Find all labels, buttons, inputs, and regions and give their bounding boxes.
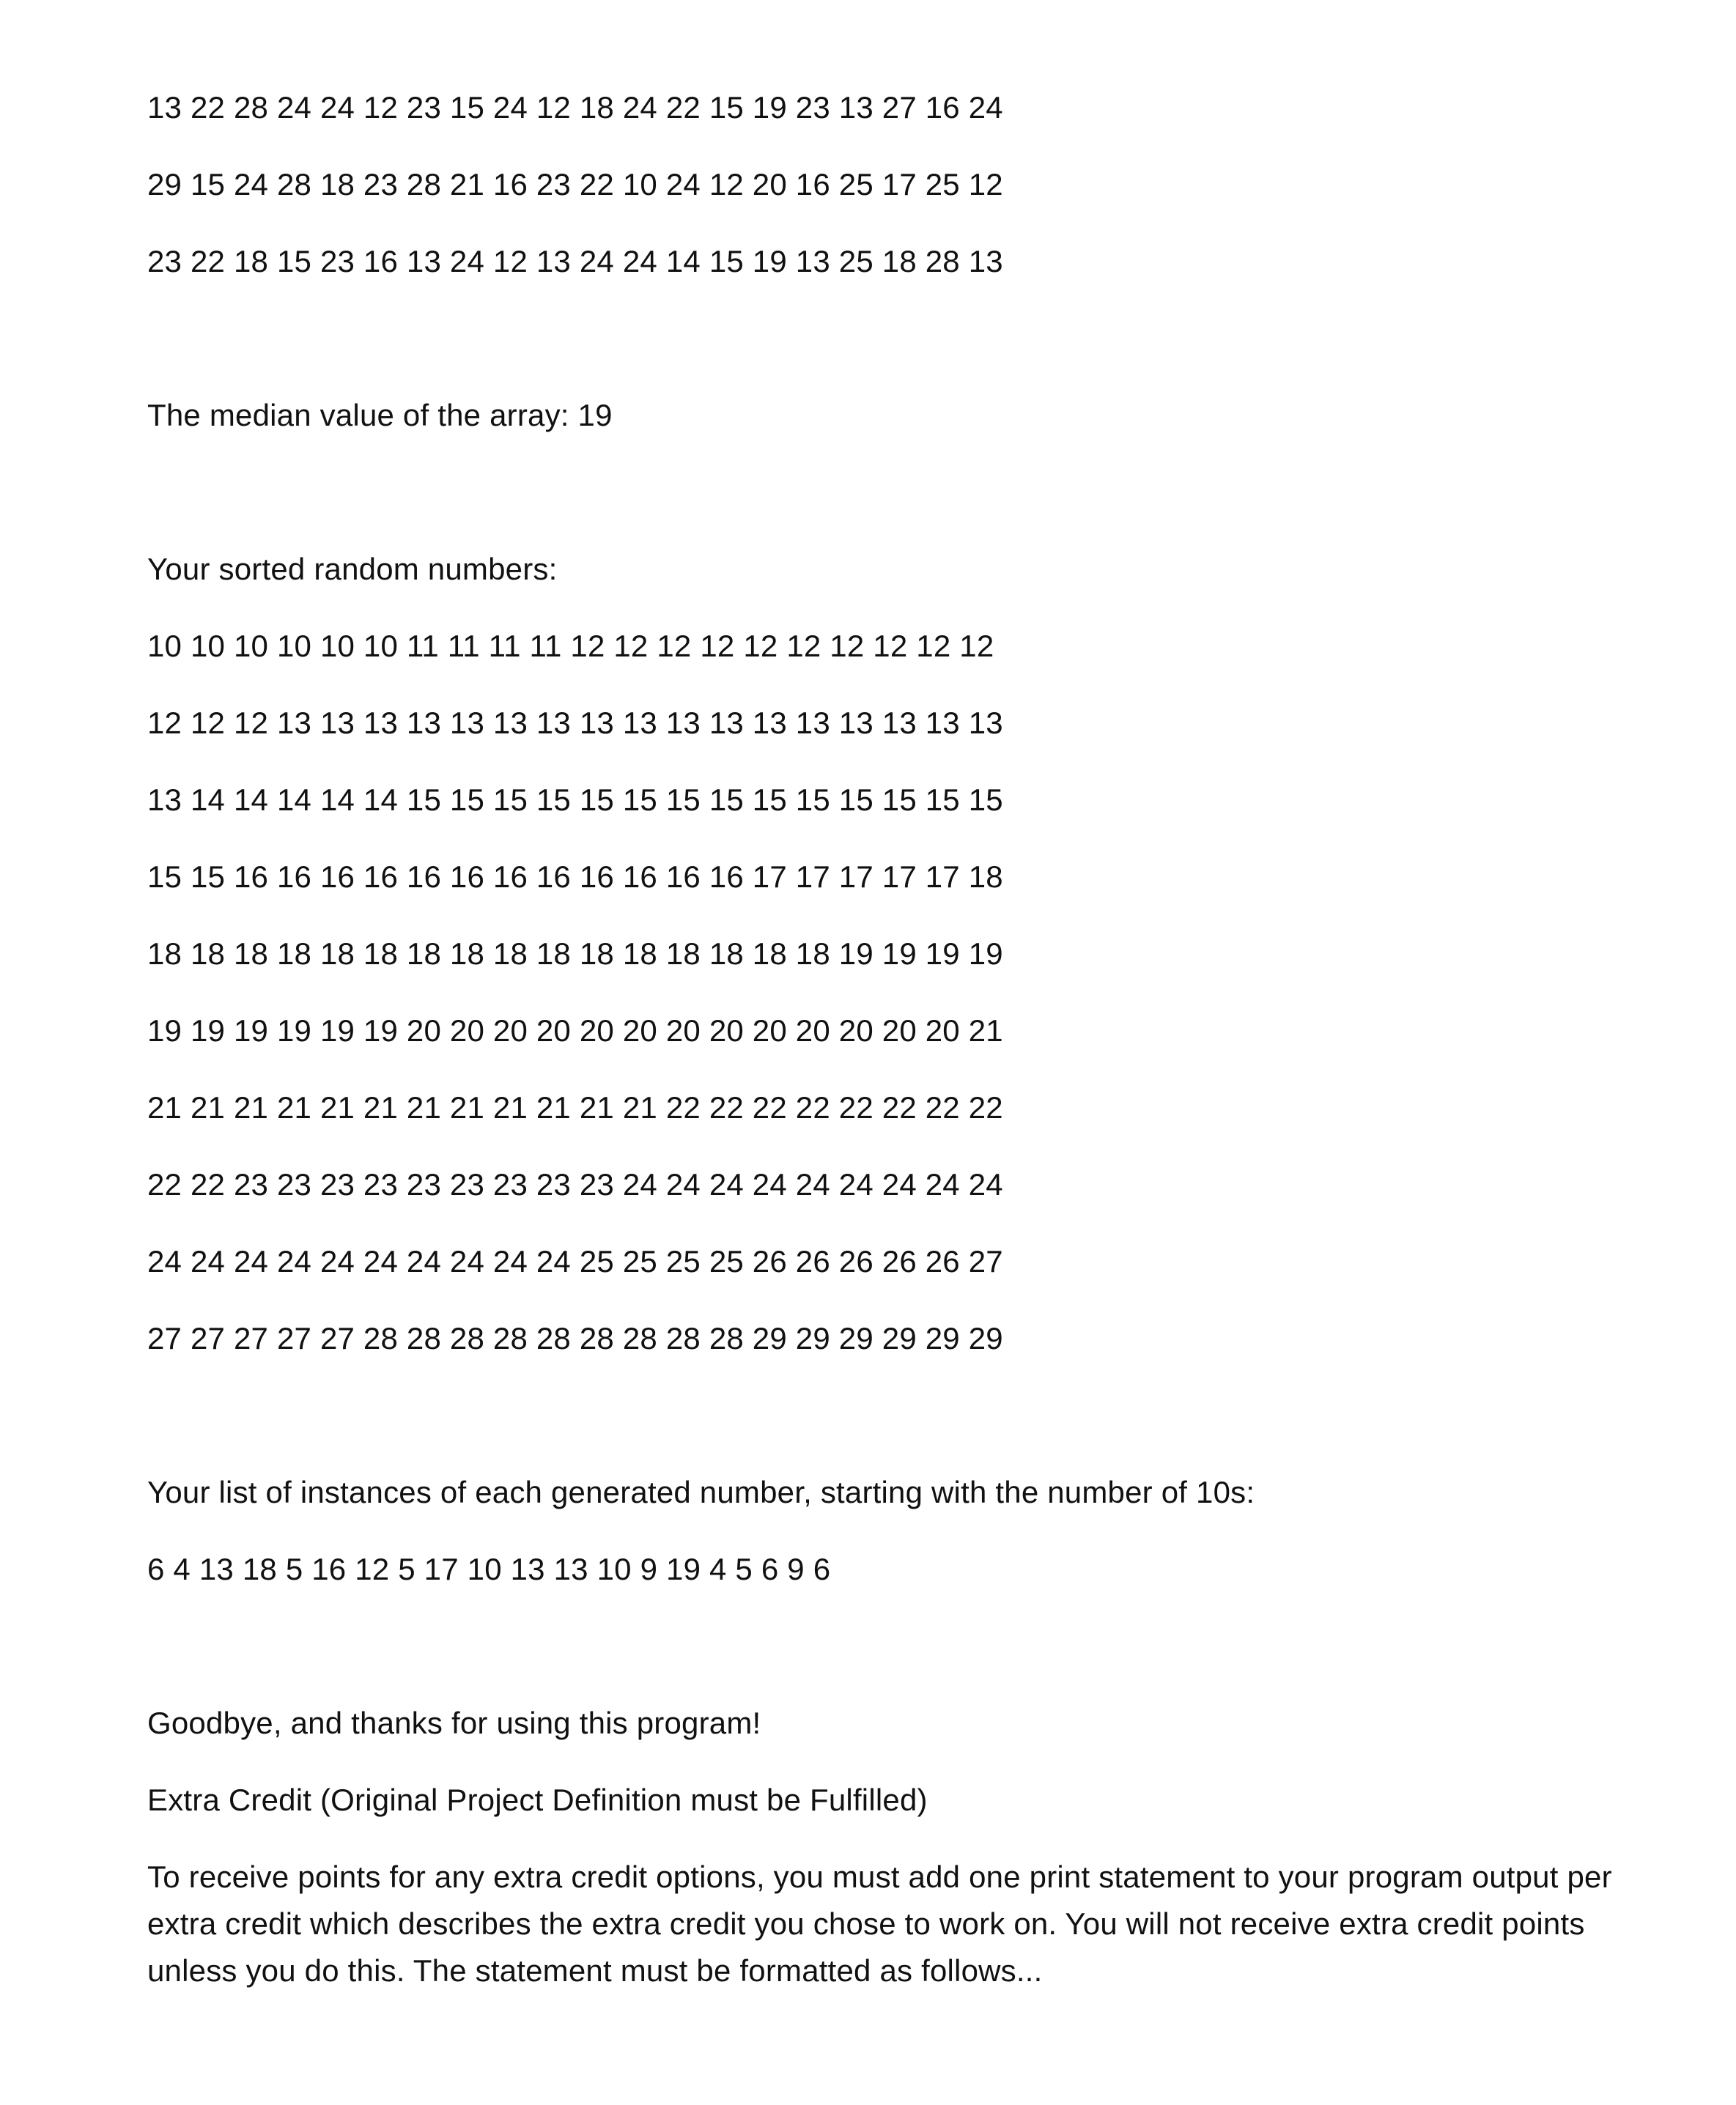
sorted-row: 22 22 23 23 23 23 23 23 23 23 23 24 24 24 24 24 24 24 24 24: [147, 1167, 1003, 1202]
extra-credit-paragraph: To receive points for any extra credit options, you must add one print statement to your program output per extra credit which describes the extra credit you chose to work on. You will not receive extra credit points unless you do this. The statement must be formatted as follows...: [147, 1860, 1612, 1988]
unsorted-row: 13 22 28 24 24 12 23 15 24 12 18 24 22 15 19 23 13 27 16 24: [147, 90, 1003, 125]
median-line: The median value of the array: 19: [147, 398, 613, 432]
instances-values: 6 4 13 18 5 16 12 5 17 10 13 13 10 9 19 4 5 6 9 6: [147, 1552, 831, 1586]
sorted-row: 19 19 19 19 19 19 20 20 20 20 20 20 20 20 20 20 20 20 20 21: [147, 1013, 1003, 1048]
instances-heading: Your list of instances of each generated number, starting with the number of 10s:: [147, 1475, 1255, 1509]
extra-credit-heading: Extra Credit (Original Project Definition must be Fulfilled): [147, 1783, 928, 1817]
unsorted-row: 23 22 18 15 23 16 13 24 12 13 24 24 14 15 19 13 25 18 28 13: [147, 244, 1003, 278]
unsorted-row: 29 15 24 28 18 23 28 21 16 23 22 10 24 12 20 16 25 17 25 12: [147, 167, 1003, 201]
sorted-row: 12 12 12 13 13 13 13 13 13 13 13 13 13 13 13 13 13 13 13 13: [147, 706, 1003, 740]
sorted-row: 13 14 14 14 14 14 15 15 15 15 15 15 15 15 15 15 15 15 15 15: [147, 783, 1003, 817]
sorted-row: 21 21 21 21 21 21 21 21 21 21 21 21 22 22 22 22 22 22 22 22: [147, 1090, 1003, 1125]
sorted-row: 10 10 10 10 10 10 11 11 11 11 12 12 12 12 12 12 12 12 12 12: [147, 629, 994, 663]
sorted-row: 24 24 24 24 24 24 24 24 24 24 25 25 25 25 26 26 26 26 26 27: [147, 1244, 1003, 1279]
goodbye-line: Goodbye, and thanks for using this program!: [147, 1706, 761, 1740]
sorted-heading: Your sorted random numbers:: [147, 552, 558, 586]
sorted-row: 27 27 27 27 27 28 28 28 28 28 28 28 28 28 29 29 29 29 29 29: [147, 1321, 1003, 1355]
sorted-row: 15 15 16 16 16 16 16 16 16 16 16 16 16 16 17 17 17 17 17 18: [147, 859, 1003, 894]
sorted-row: 18 18 18 18 18 18 18 18 18 18 18 18 18 18 18 18 19 19 19 19: [147, 936, 1003, 971]
